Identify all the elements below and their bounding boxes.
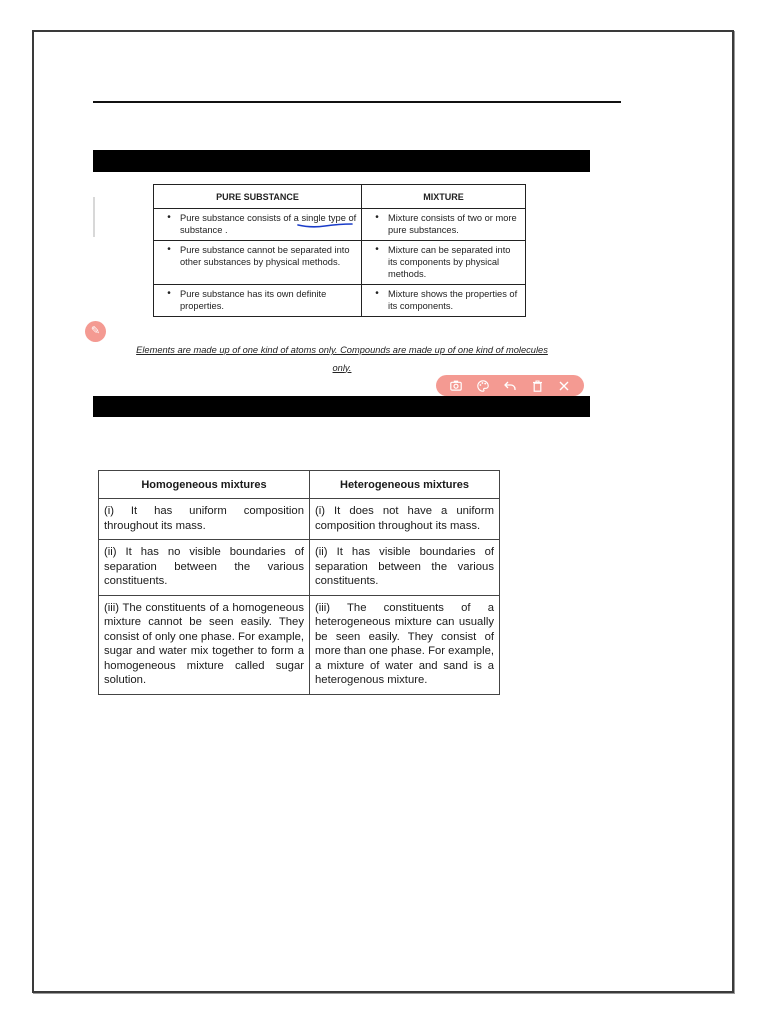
black-bar-top [93, 150, 590, 172]
table-cell: (i) It does not have a uniform composition throughout its mass. [310, 499, 500, 540]
table-cell [154, 285, 362, 317]
table-cell [362, 209, 526, 241]
table-row [154, 285, 526, 317]
undo-icon[interactable] [502, 378, 518, 394]
edge-mark [93, 197, 95, 237]
definition-note: Elements are made up of one kind of atoms only. Compounds are made up of one kind of molecules only. [136, 345, 548, 373]
table-row [154, 241, 526, 285]
bullet: • [375, 288, 379, 299]
pure-vs-mixture-table [153, 184, 526, 317]
table-cell [362, 285, 526, 317]
table-row [99, 595, 500, 694]
homogeneous-vs-heterogeneous-table [98, 470, 500, 695]
close-icon[interactable] [556, 378, 572, 394]
pasted-screenshot [90, 150, 590, 417]
table-cell: (ii) It has no visible boundaries of separation between the various constituents. [99, 540, 310, 596]
cell-text: Pure substance cannot be separated into other substances by physical methods. [180, 245, 350, 267]
annotation-toolbar [436, 375, 584, 396]
table-header-row [99, 471, 500, 499]
table-cell: (i) It has uniform composition throughout its mass. [99, 499, 310, 540]
palette-icon[interactable] [475, 378, 491, 394]
cell-text: Mixture consists of two or more pure substances. [388, 213, 517, 235]
header-rule [93, 101, 621, 103]
pen-underline-annotation [297, 221, 353, 229]
table-cell [362, 241, 526, 285]
trash-icon[interactable] [529, 378, 545, 394]
bullet: • [167, 244, 171, 255]
column-header: PURE SUBSTANCE [154, 185, 362, 209]
table-row [99, 499, 500, 540]
table-cell: (iii) The constituents of a homogeneous mixture cannot be seen easily. They consist of only one phase. For example, sugar and water mix together to form a homogeneous mixture called sugar solution. [99, 595, 310, 694]
column-header: Heterogeneous mixtures [310, 471, 500, 499]
black-bar-bottom [93, 396, 590, 417]
bullet: • [167, 212, 171, 223]
table-cell: (iii) The constituents of a heterogeneous mixture can usually be seen easily. They consist of more than one phase. For example, a mixture of water and sand is a heterogenous mixture. [310, 595, 500, 694]
cell-text: Pure substance consists of a single type of substance . [180, 213, 357, 235]
camera-icon[interactable] [448, 378, 464, 394]
column-header: MIXTURE [362, 185, 526, 209]
table-header-row [154, 185, 526, 209]
cell-text: Mixture can be separated into its components by physical methods. [388, 245, 511, 279]
table-cell: (ii) It has visible boundaries of separation between the various constituents. [310, 540, 500, 596]
column-header: Homogeneous mixtures [99, 471, 310, 499]
table-cell [154, 241, 362, 285]
bullet: • [375, 244, 379, 255]
bullet: • [375, 212, 379, 223]
bullet: • [167, 288, 171, 299]
table-row [99, 540, 500, 596]
cell-text: Mixture shows the properties of its components. [388, 289, 518, 311]
pencil-icon[interactable]: ✎ [85, 321, 106, 342]
cell-text: Pure substance has its own definite properties. [180, 289, 327, 311]
